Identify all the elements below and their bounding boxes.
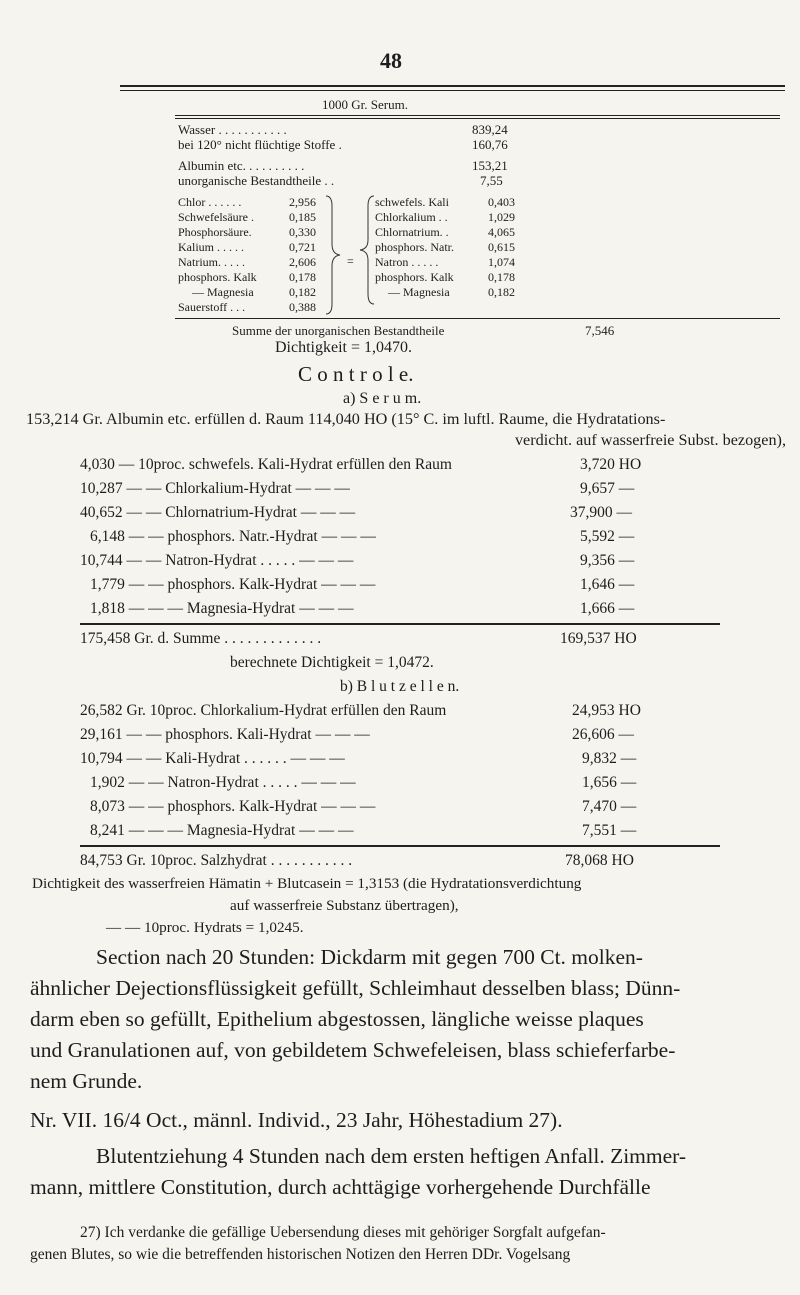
equals-sign: = [347,254,354,268]
right-item-7: — Magnesia [388,285,450,299]
left-item-3: Phosphorsäure. [178,225,252,239]
left-item-6: phosphors. Kalk [178,270,257,284]
left-value-8: 0,388 [289,300,316,314]
table-b-value-2: 26,606 — [572,726,634,743]
albumin-paragraph-line-1: 153,214 Gr. Albumin etc. erfüllen d. Raum 114,040 HO (15° C. im luftl. Raume, die Hydratations- [26,410,666,428]
table-b-row-1: 26,582 Gr. 10proc. Chlorkalium-Hydrat erfüllen den Raum [80,702,447,719]
right-value-3: 4,065 [488,225,515,239]
table-a-density: berechnete Dichtigkeit = 1,0472. [230,654,434,671]
table-a-value-2: 9,657 — [580,480,635,497]
right-item-5: Natron . . . . . [375,255,439,269]
right-item-1: schwefels. Kali [375,195,449,209]
nonvolatile-label: bei 120° nicht flüchtige Stoffe . [178,137,342,152]
left-item-2: Schwefelsäure . [178,210,254,224]
right-value-1: 0,403 [488,195,515,209]
table-a-sum-value: 169,537 HO [560,630,637,647]
density-b-line-1: Dichtigkeit des wasserfreien Hämatin + Blutcasein = 1,3153 (die Hydratationsverdichtung [32,875,582,892]
body-line-3: darm eben so gefüllt, Epithelium abgestossen, längliche weisse plaques [30,1007,644,1031]
left-value-1: 2,956 [289,195,316,209]
case-heading: Nr. VII. 16/4 Oct., männl. Individ., 23 Jahr, Höhestadium 27). [30,1108,563,1132]
footnote-line-1: 27) Ich verdanke die gefällige Uebersendung dieses mit gehöriger Sorgfalt aufgefan- [80,1224,606,1241]
left-item-1: Chlor . . . . . . [178,195,242,209]
sum-label: Summe der unorganischen Bestandtheile [232,323,445,338]
inorganic-label: unorganische Bestandtheile . . [178,173,335,188]
right-value-6: 0,178 [488,270,515,284]
left-item-4: Kalium . . . . . [178,240,244,254]
inorganic-value: 7,55 [480,173,503,188]
left-item-8: Sauerstoff . . . [178,300,246,314]
right-item-6: phosphors. Kalk [375,270,454,284]
table-b-sum-value: 78,068 HO [565,852,634,869]
header-rule-2 [175,118,780,119]
table-a-value-7: 1,666 — [580,600,635,617]
table-a-value-3: 37,900 — [570,504,632,521]
table-b-value-4: 1,656 — [582,774,637,791]
left-item-5: Natrium. . . . . [178,255,245,269]
nonvolatile-value: 160,76 [472,137,508,152]
right-value-5: 1,074 [488,255,515,269]
table-a-row-6: 1,779 — — phosphors. Kalk-Hydrat — — — [90,576,376,593]
left-value-4: 0,721 [289,240,316,254]
left-value-7: 0,182 [289,285,316,299]
right-item-2: Chlorkalium . . [375,210,448,224]
table-b-row-6: 8,241 — — — Magnesia-Hydrat — — — [90,822,354,839]
left-value-5: 2,606 [289,255,316,269]
top-rule [120,85,785,87]
table-a-row-1: 4,030 — 10proc. schwefels. Kali-Hydrat erfüllen den Raum [80,456,452,473]
table-b-sum-label: 84,753 Gr. 10proc. Salzhydrat . . . . . . . . . . . [80,852,353,869]
water-label: Wasser . . . . . . . . . . . [178,122,287,137]
serum-title: 1000 Gr. Serum. [322,97,408,112]
right-item-3: Chlornatrium. . [375,225,449,239]
density-line: Dichtigkeit = 1,0470. [275,339,413,356]
table-a-row-2: 10,287 — — Chlorkalium-Hydrat — — — [80,480,350,497]
right-item-4: phosphors. Natr. [375,240,454,254]
table-b-row-3: 10,794 — — Kali-Hydrat . . . . . . — — — [80,750,345,767]
table-b-value-6: 7,551 — [582,822,637,839]
table-a-value-6: 1,646 — [580,576,635,593]
left-value-3: 0,330 [289,225,316,239]
table-a-row-7: 1,818 — — — Magnesia-Hydrat — — — [90,600,354,617]
footnote-line-2: genen Blutes, so wie die betreffenden historischen Notizen den Herren DDr. Vogelsang [30,1246,571,1263]
body-line-5: nem Grunde. [30,1069,143,1093]
table-b-value-3: 9,832 — [582,750,637,767]
table-b-row-2: 29,161 — — phosphors. Kali-Hydrat — — — [80,726,370,743]
table-a-sum-label: 175,458 Gr. d. Summe . . . . . . . . . . . . . [80,630,322,647]
right-value-7: 0,182 [488,285,515,299]
list-rule [175,318,780,319]
albumin-label: Albumin etc. . . . . . . . . . [178,158,305,173]
albumin-paragraph-line-2: verdicht. auf wasserfreie Subst. bezogen), [514,431,786,449]
case-line-2: mann, mittlere Constitution, durch achttägige vorhergehende Durchfälle [30,1175,651,1199]
body-line-2: ähnlicher Dejectionsflüssigkeit gefüllt, Schleimhaut desselben blass; Dünn- [30,976,681,1000]
table-a-value-5: 9,356 — [580,552,635,569]
density-b-line-2: auf wasserfreie Substanz übertragen), [230,897,459,914]
table-b-rule [80,845,720,847]
left-value-2: 0,185 [289,210,316,224]
table-b-value-5: 7,470 — [582,798,637,815]
density-b-line-3: — — 10proc. Hydrats = 1,0245. [106,919,304,936]
table-a-row-4: 6,148 — — phosphors. Natr.-Hydrat — — — [90,528,376,545]
table-a-value-1: 3,720 HO [580,456,642,473]
left-item-7: — Magnesia [192,285,254,299]
left-brace-icon [322,194,346,316]
table-b-value-1: 24,953 HO [572,702,641,719]
case-line-1: Blutentziehung 4 Stunden nach dem ersten heftigen Anfall. Zimmer- [96,1144,687,1168]
table-a-value-4: 5,592 — [580,528,635,545]
table-b-row-5: 8,073 — — phosphors. Kalk-Hydrat — — — [90,798,376,815]
table-a-row-3: 40,652 — — Chlornatrium-Hydrat — — — [80,504,356,521]
right-value-4: 0,615 [488,240,515,254]
top-rule-thin [120,90,785,91]
left-value-6: 0,178 [289,270,316,284]
water-value: 839,24 [472,122,508,137]
serum-subheading: a) S e r u m. [343,390,422,407]
table-a-rule [80,623,720,625]
table-a-row-5: 10,744 — — Natron-Hydrat . . . . . — — — [80,552,354,569]
albumin-value: 153,21 [472,158,508,173]
body-line-4: und Granulationen auf, von gebildetem Schwefeleisen, blass schieferfarbe- [30,1038,676,1062]
body-line-1: Section nach 20 Stunden: Dickdarm mit gegen 700 Ct. molken- [96,945,643,969]
table-b-row-4: 1,902 — — Natron-Hydrat . . . . . — — — [90,774,356,791]
header-rule-1 [175,115,780,116]
sum-value: 7,546 [585,323,615,338]
control-heading: C o n t r o l e. [298,362,414,386]
right-value-2: 1,029 [488,210,515,224]
page-number: 48 [380,48,402,73]
blood-cells-subheading: b) B l u t z e l l e n. [340,678,460,695]
